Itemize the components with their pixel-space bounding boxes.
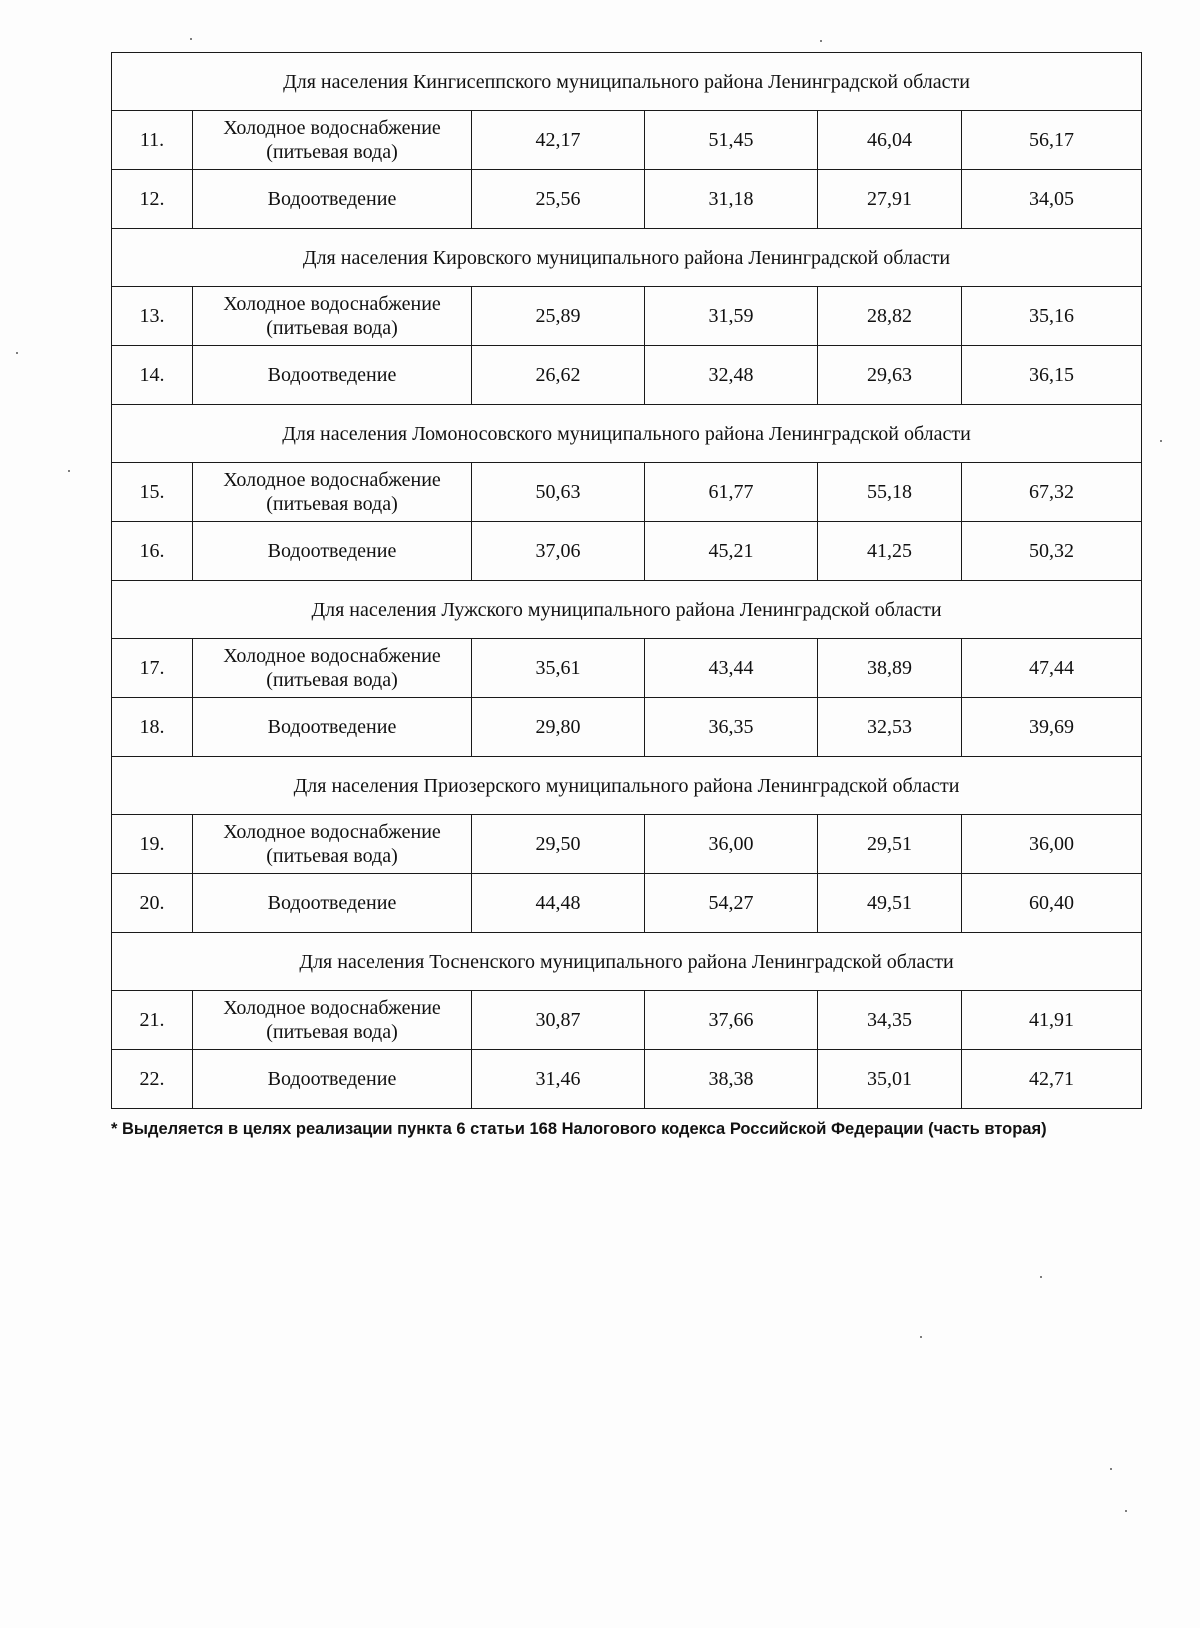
scan-speck <box>16 352 18 354</box>
tariff-value-v1: 31,46 <box>472 1050 645 1109</box>
row-number: 18. <box>112 698 193 757</box>
tariff-value-v2: 61,77 <box>645 463 818 522</box>
tariff-value-v3: 55,18 <box>818 463 962 522</box>
service-name: Холодное водоснабжение <box>223 117 441 139</box>
service-name-cell <box>193 170 472 229</box>
tariff-value-v2: 31,18 <box>645 170 818 229</box>
tariff-value-v2: 38,38 <box>645 1050 818 1109</box>
service-name: Холодное водоснабжение <box>223 997 441 1019</box>
tariff-value-v4: 56,17 <box>962 111 1142 170</box>
service-name: Водоотведение <box>267 1068 397 1090</box>
service-name-cell <box>193 346 472 405</box>
service-name-note: (питьевая вода) <box>266 493 398 515</box>
table-row <box>112 874 1142 933</box>
scan-speck <box>68 470 70 472</box>
tariff-value-v4: 47,44 <box>962 639 1142 698</box>
tariff-value-v4: 36,00 <box>962 815 1142 874</box>
table-row <box>112 815 1142 874</box>
tariff-value-v3: 27,91 <box>818 170 962 229</box>
service-name-cell <box>193 698 472 757</box>
section-heading: Для населения Ломоносовского муниципального района Ленинградской области <box>112 405 1142 463</box>
row-number: 16. <box>112 522 193 581</box>
tariff-value-v4: 35,16 <box>962 287 1142 346</box>
service-name-cell <box>193 874 472 933</box>
tariff-value-v2: 54,27 <box>645 874 818 933</box>
section-heading-row <box>112 757 1142 815</box>
scan-speck <box>1040 1276 1042 1278</box>
service-name-note: (питьевая вода) <box>266 1021 398 1043</box>
tariff-value-v1: 50,63 <box>472 463 645 522</box>
service-name-cell <box>193 522 472 581</box>
table-row <box>112 463 1142 522</box>
row-number: 14. <box>112 346 193 405</box>
tariff-value-v4: 50,32 <box>962 522 1142 581</box>
tariff-value-v3: 41,25 <box>818 522 962 581</box>
service-name-note: (питьевая вода) <box>266 845 398 867</box>
section-heading: Для населения Кировского муниципального района Ленинградской области <box>112 229 1142 287</box>
tariff-value-v3: 46,04 <box>818 111 962 170</box>
tariff-value-v3: 29,63 <box>818 346 962 405</box>
service-name: Водоотведение <box>267 188 397 210</box>
tariff-table-body <box>112 53 1142 1109</box>
tariff-value-v4: 67,32 <box>962 463 1142 522</box>
service-name-cell <box>193 111 472 170</box>
section-heading: Для населения Кингисеппского муниципального района Ленинградской области <box>112 53 1142 111</box>
tariff-value-v3: 38,89 <box>818 639 962 698</box>
row-number: 17. <box>112 639 193 698</box>
service-name: Холодное водоснабжение <box>223 293 441 315</box>
row-number: 13. <box>112 287 193 346</box>
service-name-cell <box>193 463 472 522</box>
table-row <box>112 1050 1142 1109</box>
row-number: 22. <box>112 1050 193 1109</box>
section-heading-row <box>112 581 1142 639</box>
service-name-note: (питьевая вода) <box>266 317 398 339</box>
service-name-note: (питьевая вода) <box>266 669 398 691</box>
tariff-value-v1: 29,50 <box>472 815 645 874</box>
footnote: * Выделяется в целях реализации пункта 6 статьи 168 Налогового кодекса Российской Федерации (часть вторая) <box>111 1120 1047 1138</box>
tariff-value-v1: 30,87 <box>472 991 645 1050</box>
service-name-cell <box>193 815 472 874</box>
tariff-value-v2: 51,45 <box>645 111 818 170</box>
section-heading: Для населения Приозерского муниципального района Ленинградской области <box>112 757 1142 815</box>
tariff-value-v3: 28,82 <box>818 287 962 346</box>
service-name: Водоотведение <box>267 892 397 914</box>
service-name: Холодное водоснабжение <box>223 645 441 667</box>
scan-speck <box>820 40 822 42</box>
tariff-value-v4: 42,71 <box>962 1050 1142 1109</box>
tariff-value-v2: 31,59 <box>645 287 818 346</box>
tariff-value-v3: 34,35 <box>818 991 962 1050</box>
table-row <box>112 698 1142 757</box>
table-row <box>112 639 1142 698</box>
row-number: 11. <box>112 111 193 170</box>
tariff-value-v4: 60,40 <box>962 874 1142 933</box>
service-name: Холодное водоснабжение <box>223 469 441 491</box>
tariff-value-v2: 36,00 <box>645 815 818 874</box>
section-heading-row <box>112 405 1142 463</box>
tariff-value-v1: 25,89 <box>472 287 645 346</box>
scan-speck <box>920 1336 922 1338</box>
scan-speck <box>1125 1510 1127 1512</box>
service-name: Водоотведение <box>267 364 397 386</box>
tariff-value-v1: 29,80 <box>472 698 645 757</box>
service-name-cell <box>193 639 472 698</box>
table-row <box>112 991 1142 1050</box>
service-name-cell <box>193 1050 472 1109</box>
tariff-value-v4: 39,69 <box>962 698 1142 757</box>
section-heading-row <box>112 933 1142 991</box>
row-number: 12. <box>112 170 193 229</box>
tariff-value-v2: 43,44 <box>645 639 818 698</box>
tariff-value-v1: 37,06 <box>472 522 645 581</box>
tariff-value-v1: 26,62 <box>472 346 645 405</box>
tariff-value-v4: 41,91 <box>962 991 1142 1050</box>
table-row <box>112 170 1142 229</box>
tariff-value-v1: 44,48 <box>472 874 645 933</box>
row-number: 21. <box>112 991 193 1050</box>
service-name-note: (питьевая вода) <box>266 141 398 163</box>
service-name-cell <box>193 287 472 346</box>
scan-speck <box>1160 440 1162 442</box>
table-row <box>112 111 1142 170</box>
tariff-value-v2: 45,21 <box>645 522 818 581</box>
row-number: 15. <box>112 463 193 522</box>
row-number: 20. <box>112 874 193 933</box>
tariff-value-v3: 29,51 <box>818 815 962 874</box>
row-number: 19. <box>112 815 193 874</box>
table-row <box>112 287 1142 346</box>
tariff-value-v3: 35,01 <box>818 1050 962 1109</box>
service-name-cell <box>193 991 472 1050</box>
tariff-value-v2: 36,35 <box>645 698 818 757</box>
tariff-value-v4: 36,15 <box>962 346 1142 405</box>
tariff-value-v3: 32,53 <box>818 698 962 757</box>
tariff-value-v2: 37,66 <box>645 991 818 1050</box>
tariff-table <box>111 52 1142 1109</box>
tariff-value-v3: 49,51 <box>818 874 962 933</box>
service-name: Водоотведение <box>267 716 397 738</box>
section-heading-row <box>112 53 1142 111</box>
section-heading: Для населения Лужского муниципального района Ленинградской области <box>112 581 1142 639</box>
service-name: Водоотведение <box>267 540 397 562</box>
service-name: Холодное водоснабжение <box>223 821 441 843</box>
scan-speck <box>190 38 192 40</box>
tariff-value-v4: 34,05 <box>962 170 1142 229</box>
section-heading: Для населения Тосненского муниципального района Ленинградской области <box>112 933 1142 991</box>
scan-speck <box>1110 1468 1112 1470</box>
table-row <box>112 522 1142 581</box>
section-heading-row <box>112 229 1142 287</box>
tariff-value-v1: 35,61 <box>472 639 645 698</box>
tariff-value-v1: 42,17 <box>472 111 645 170</box>
tariff-value-v2: 32,48 <box>645 346 818 405</box>
tariff-value-v1: 25,56 <box>472 170 645 229</box>
table-row <box>112 346 1142 405</box>
